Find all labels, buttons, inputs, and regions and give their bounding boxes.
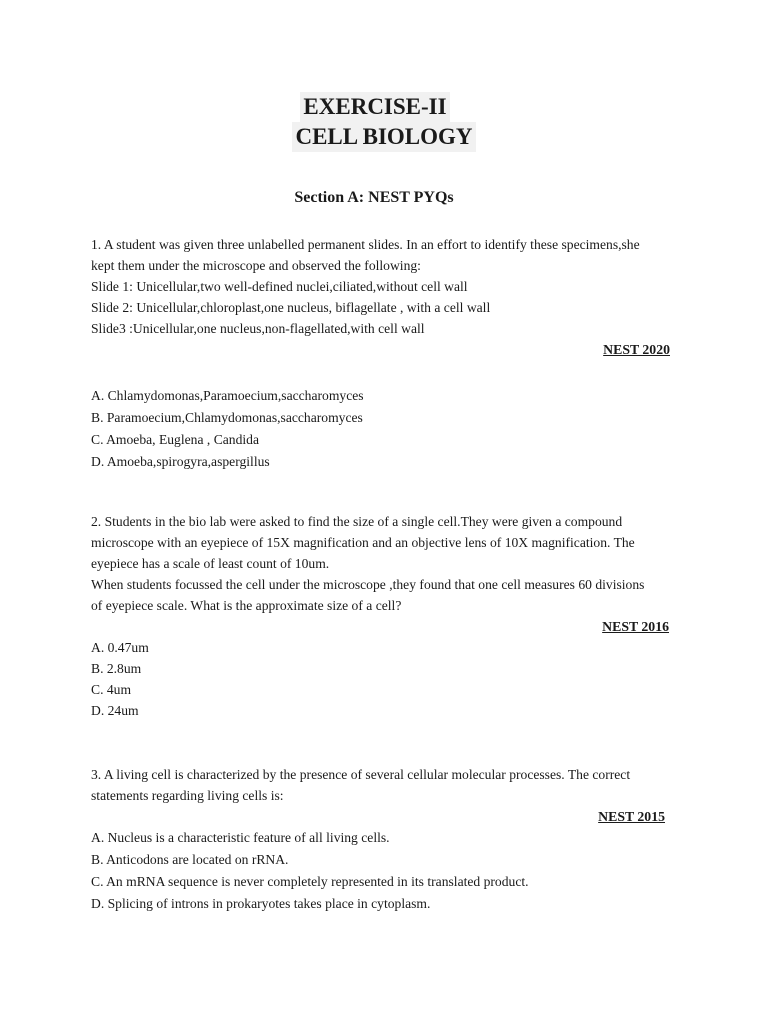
question-2-stem-line: When students focussed the cell under the microscope ,they found that one cell measures 60 divisions: [91, 577, 645, 592]
question-3: [91, 764, 716, 827]
exercise-title: EXERCISE-II: [300, 92, 449, 122]
question-1-stem-line: kept them under the microscope and observed the following:: [91, 258, 421, 273]
section-heading: Section A: NEST PYQs: [294, 189, 454, 206]
question-3-stem-line: statements regarding living cells is:: [91, 788, 284, 803]
question-1-year-tag: NEST 2020: [603, 342, 670, 357]
question-1-stem-line: Slide 2: Unicellular,chloroplast,one nucleus, biflagellate , with a cell wall: [91, 300, 491, 315]
question-3-option-d: D. Splicing of introns in prokaryotes takes place in cytoplasm.: [91, 896, 431, 911]
question-2-stem-line: microscope with an eyepiece of 15X magnification and an objective lens of 10X magnification. The: [91, 535, 635, 550]
question-1-option-a: A. Chlamydomonas,Paramoecium,saccharomyces: [91, 388, 364, 403]
question-3-option-a: A. Nucleus is a characteristic feature of all living cells.: [91, 830, 390, 845]
question-1-option-d: D. Amoeba,spirogyra,aspergillus: [91, 454, 270, 469]
question-2-stem-line: 2. Students in the bio lab were asked to find the size of a single cell.They were given a compound: [91, 514, 623, 529]
question-2-option-a: A. 0.47um: [91, 640, 149, 655]
question-3-option-b: B. Anticodons are located on rRNA.: [91, 852, 289, 867]
question-2-stem-line: of eyepiece scale. What is the approximate size of a cell?: [91, 598, 402, 613]
question-2-option-c: C. 4um: [91, 682, 132, 697]
question-2-options: [91, 637, 716, 721]
question-3-stem-line: 3. A living cell is characterized by the presence of several cellular molecular processes. The correct: [91, 767, 631, 782]
question-2-year-tag: NEST 2016: [602, 619, 669, 634]
question-3-option-c: C. An mRNA sequence is never completely represented in its translated product.: [91, 874, 529, 889]
subject-title: CELL BIOLOGY: [292, 122, 475, 152]
question-2-option-b: B. 2.8um: [91, 661, 142, 676]
question-1: [91, 234, 716, 360]
question-1-stem-line: Slide3 :Unicellular,one nucleus,non-flagellated,with cell wall: [91, 321, 425, 336]
question-1-option-b: B. Paramoecium,Chlamydomonas,saccharomyces: [91, 410, 363, 425]
question-1-option-c: C. Amoeba, Euglena , Candida: [91, 432, 259, 447]
question-3-options: [91, 827, 716, 915]
question-1-options: [91, 385, 716, 473]
question-1-stem-line: 1. A student was given three unlabelled permanent slides. In an effort to identify these specimens,she: [91, 237, 640, 252]
question-1-stem-line: Slide 1: Unicellular,two well-defined nuclei,ciliated,without cell wall: [91, 279, 468, 294]
question-2: [91, 511, 716, 637]
document-title: [0, 92, 768, 152]
question-2-option-d: D. 24um: [91, 703, 139, 718]
question-3-year-tag: NEST 2015: [598, 809, 665, 824]
question-2-stem-line: eyepiece has a scale of least count of 10um.: [91, 556, 330, 571]
